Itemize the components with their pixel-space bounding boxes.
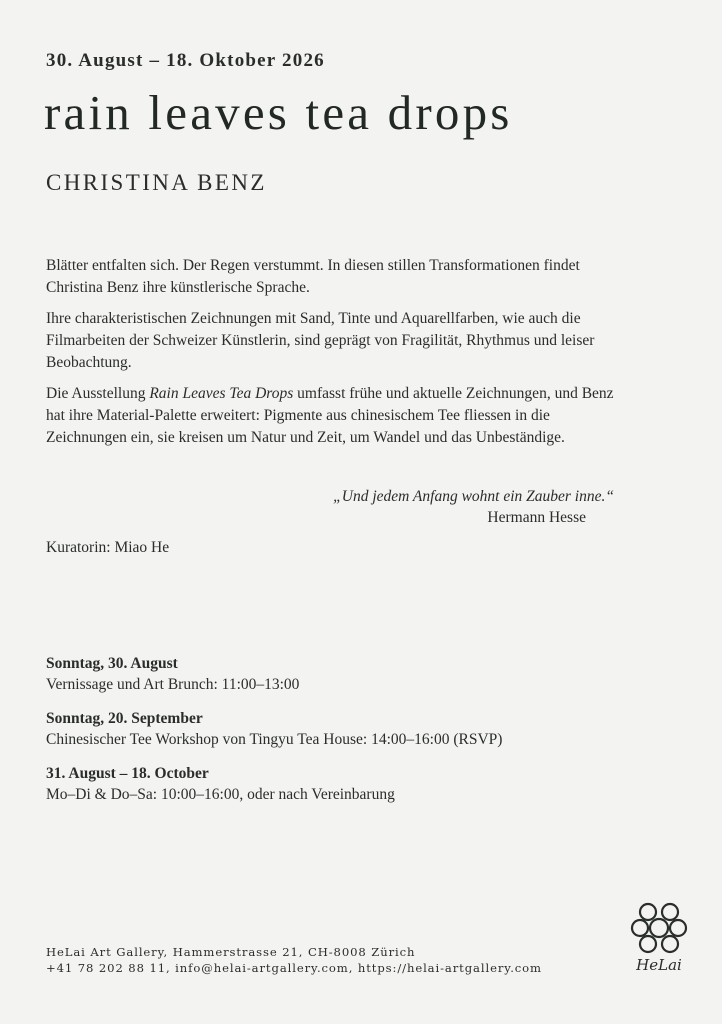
knot-logo-icon bbox=[628, 900, 690, 956]
footer-contact-line: +41 78 202 88 11, info@helai-artgallery.com, https://helai-artgallery.com bbox=[46, 961, 542, 975]
event-title: Sonntag, 30. August bbox=[46, 655, 178, 672]
event-item bbox=[46, 653, 666, 695]
event-list bbox=[46, 653, 666, 818]
paragraph-3 bbox=[46, 383, 626, 449]
logo-wordmark: HeLai bbox=[636, 956, 682, 974]
paragraph-3-suffix: umfasst frühe und aktuelle Zeichnungen, und Benz hat ihre Material-Palette erweitert: Pigmente aus chinesischem Tee fliessen in die Zeichnungen ein, sie kreisen um Natur und Zeit, um Wandel und das Unbeständige. bbox=[46, 385, 614, 446]
exhibition-title: rain leaves tea drops bbox=[44, 85, 513, 140]
event-detail: Vernissage und Art Brunch: 11:00–13:00 bbox=[46, 676, 300, 693]
paragraph-1: Blätter entfalten sich. Der Regen verstummt. In diesen stillen Transformationen findet Christina Benz ihre künstlerische Sprache. bbox=[46, 257, 580, 296]
event-item bbox=[46, 708, 666, 750]
event-detail: Mo–Di & Do–Sa: 10:00–16:00, oder nach Vereinbarung bbox=[46, 786, 395, 803]
quote-author: Hermann Hesse bbox=[487, 509, 586, 526]
curator: Kuratorin: Miao He bbox=[46, 539, 170, 556]
event-title: 31. August – 18. October bbox=[46, 765, 209, 782]
paragraph-2: Ihre charakteristischen Zeichnungen mit Sand, Tinte und Aquarellfarben, wie auch die Filmarbeiten der Schweizer Künstlerin, sind geprägt von Fragilität, Rhythmus und leiser Beobachtung. bbox=[46, 310, 595, 371]
artist-name: CHRISTINA BENZ bbox=[46, 170, 267, 195]
paragraph-3-prefix: Die Ausstellung bbox=[46, 385, 150, 402]
gallery-logo bbox=[628, 900, 690, 990]
quote-text: „Und jedem Anfang wohnt ein Zauber inne.“ bbox=[333, 488, 614, 505]
footer-contact bbox=[46, 944, 542, 976]
event-item bbox=[46, 763, 666, 805]
paragraph-3-title: Rain Leaves Tea Drops bbox=[149, 385, 294, 402]
exhibition-dates: 30. August – 18. Oktober 2026 bbox=[46, 50, 325, 71]
event-title: Sonntag, 20. September bbox=[46, 710, 203, 727]
event-detail: Chinesischer Tee Workshop von Tingyu Tea House: 14:00–16:00 (RSVP) bbox=[46, 731, 503, 748]
description bbox=[46, 255, 626, 458]
quote bbox=[46, 486, 614, 528]
footer-address: HeLai Art Gallery, Hammerstrasse 21, CH-8008 Zürich bbox=[46, 945, 416, 959]
